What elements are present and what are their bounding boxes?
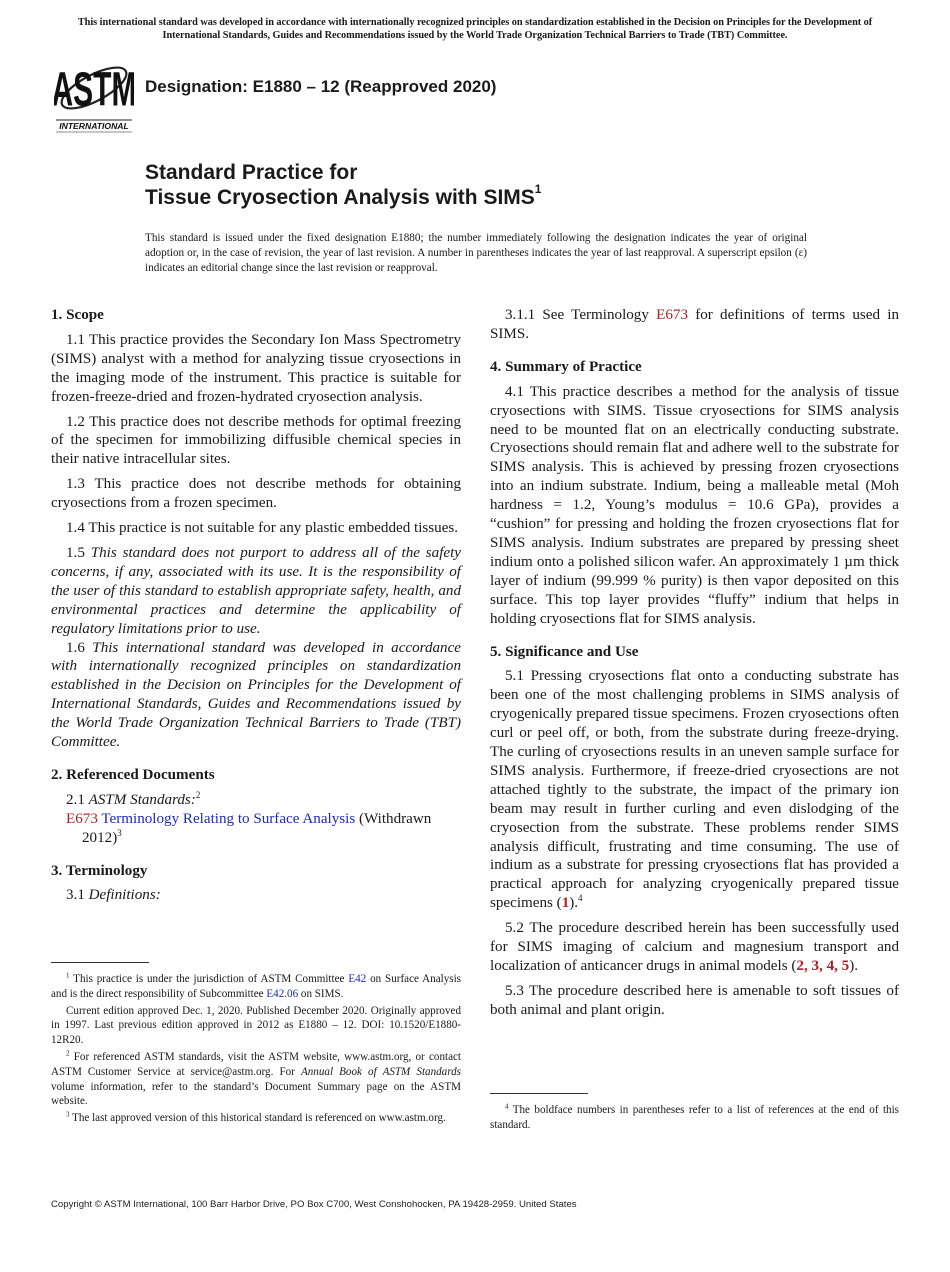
left-column	[51, 306, 461, 911]
paragraph-1-2: 1.2 This practice does not describe methods for optimal freezing of the specimen for immobilizing diffusible chemical species in their native intracellular sites.	[51, 413, 461, 468]
paragraph-3-1-1: 3.1.1 See Terminology E673 for definitions of terms used in SIMS.	[490, 307, 899, 342]
paragraph-2-1: 2.1 ASTM Standards:$^2$	[66, 789, 201, 808]
top-notice: This international standard was developed in accordance with internationally recognized principles on standardization established in the Decision on Principles for the Development of International Standards, Guides and Recommendations issued by the World Trade Organization Technical Barriers to Trade (TBT) Committee.	[77, 17, 873, 41]
right-column	[490, 306, 899, 1026]
section-heading-scope: 1. Scope	[51, 307, 104, 323]
footnote-divider	[490, 1093, 588, 1094]
paragraph-1-4: 1.4 This practice is not suitable for any plastic embedded tissues.	[66, 520, 459, 537]
title-line-1: Standard Practice for	[145, 161, 358, 184]
copyright-footer: Copyright © ASTM International, 100 Barr Harbor Drive, PO Box C700, West Conshohocken, PA 19428-2959. United States	[51, 1199, 577, 1210]
page-title	[145, 160, 541, 210]
link-e673[interactable]: E673	[66, 810, 98, 827]
issued-statement: This standard is issued under the fixed designation E1880; the number immediately following the designation indicates the year of original adoption or, in the case of revision, the year of last revision. A number in parentheses indicates the year of last reapproval. A superscript epsilon (ε) indicates an editorial change since the last revision or reapproval.	[145, 232, 807, 275]
reference-link-2[interactable]: 2	[796, 958, 804, 974]
footnote-mark-2[interactable]: 2	[195, 789, 201, 800]
svg-text:ASTM: ASTM	[54, 63, 134, 117]
paragraph-5-3: 5.3 The procedure described here is amenable to soft tissues of both animal and plant origin.	[490, 982, 899, 1018]
link-e42[interactable]: E42	[348, 973, 367, 985]
footnote-1-edition: Current edition approved Dec. 1, 2020. Published December 2020. Originally approved in 1997. Last previous edition approved in 2012 as E1880 – 12. DOI: 10.1520/E1880-12R20.	[51, 1004, 461, 1047]
paragraph-1-3: 1.3 This practice does not describe methods for obtaining cryosections from a frozen specimen.	[51, 476, 461, 512]
paragraph-1-1: 1.1 This practice provides the Secondary Ion Mass Spectrometry (SIMS) analyst with a method for analyzing tissue cryosections in the imaging mode of the instrument. This practice is suitable for frozen-freeze-dried and frozen-hydrated cryosection analysis.	[51, 331, 461, 405]
svg-text:INTERNATIONAL: INTERNATIONAL	[59, 121, 129, 131]
section-heading-summary: 4. Summary of Practice	[490, 358, 642, 375]
footnote-1: $^1$ This practice is under the jurisdiction of ASTM Committee E42 on Surface Analysis and is the direct responsibility of Subcommittee E42.06 on SIMS.	[51, 971, 461, 1000]
section-heading-significance: 5. Significance and Use	[490, 643, 639, 660]
paragraph-5-2: 5.2 The procedure described herein has been successfully used for SIMS imaging of calcium and magnesium transport and localization of anticancer drugs in animal models (2, 3, 4, 5).	[490, 920, 899, 974]
link-e42-06[interactable]: E42.06	[266, 987, 299, 1000]
reference-e673: E673 Terminology Relating to Surface Analysis (Withdrawn 2012)$^3$	[66, 810, 432, 846]
paragraph-1-6: 1.6 This international standard was developed in accordance with internationally recognized principles on standardization established in the Decision on Principles for the Development of International Standards, Guides and Recommendations issued by the World Trade Organization Technical Barriers to Trade (TBT) Committee.	[51, 639, 462, 751]
link-e673-terminology[interactable]: E673	[656, 307, 688, 323]
paragraph-3-1: 3.1 Definitions:	[66, 887, 161, 904]
designation: Designation: E1880 – 12 (Reapproved 2020)	[145, 77, 497, 96]
section-heading-terminology: 3. Terminology	[51, 862, 148, 879]
footnote-2: $^2$ For referenced ASTM standards, visit the ASTM website, www.astm.org, or contact ASTM Customer Service at service@astm.org. For Annual Book of ASTM Standards volume information, refer to the standard’s Document Summary page on the ASTM website.	[51, 1049, 461, 1108]
reference-link-5[interactable]: 5	[841, 958, 850, 974]
title-line-2: Tissue Cryosection Analysis with SIMS$^1$	[145, 182, 542, 209]
footnotes-left	[51, 962, 461, 1128]
footnote-mark-3[interactable]: 3	[117, 827, 122, 838]
footnote-mark-4[interactable]: 4	[578, 893, 583, 904]
footnotes-right	[490, 1093, 899, 1135]
section-heading-referenced-documents: 2. Referenced Documents	[51, 766, 215, 783]
title-footnote-mark[interactable]: 1	[534, 182, 542, 196]
link-e673-title[interactable]: Terminology Relating to Surface Analysis	[101, 810, 356, 827]
astm-logo-icon	[54, 56, 134, 136]
reference-link-4[interactable]: 4	[826, 958, 835, 974]
paragraph-4-1: 4.1 This practice describes a method for the analysis of tissue cryosections with SIMS. Tissue cryosections for SIMS analysis need to be mounted flat on an electrically conducting substrate. Cryosections should remain flat and adhere well to the substrate for SIMS analysis. This is achieved by pressing frozen cryosections into an indium substrate. Indium, being a malleable metal (Moh hardness = 1.2, Young’s modulus = 10.6 GPa), provides a “cushion” for pressing and holding the frozen cryosections flat for SIMS analysis. Indium substrates are prepared by pressing sheet indium onto a polished silicon wafer. An approximately 1 µm thick layer of indium (99.999 % purity) is then vapor deposited on this surface. This top layer provides “fluffy” indium that helps in holding cryosections flat for SIMS analysis.	[490, 383, 899, 627]
footnote-3: $^3$ The last approved version of this historical standard is referenced on www.astm.org.	[66, 1110, 446, 1125]
reference-link-1[interactable]: 1	[561, 895, 570, 912]
paragraph-5-1: 5.1 Pressing cryosections flat onto a conducting substrate has been one of the most challenging problems in SIMS analysis of cryogenically prepared tissue specimens. Frozen cryosections often curl or peel off, or both, from the substrate during freeze-drying. The curling of cryosections results in an uneven sample surface for SIMS analysis. Furthermore, if freeze-dried cryosections are not attached tightly to the substrate, the impact of the primary ion beam may result in further curling and even dislodging of the cryosection from the substrate. These problems render SIMS analysis difficult, frustrating and time consuming. The use of indium as a substrate for pressing cryosections flat has provided a practical approach for analyzing cryogenically prepared tissue specimens (1).$^4$	[490, 668, 899, 912]
reference-link-3[interactable]: 3	[811, 958, 820, 974]
footnote-divider	[51, 962, 149, 963]
paragraph-1-5: 1.5 This standard does not purport to address all of the safety concerns, if any, associated with its use. It is the responsibility of the user of this standard to establish appropriate safety, health, and environmental practices and determine the applicability of regulatory limitations prior to use.	[51, 544, 462, 637]
footnote-4: $^4$ The boldface numbers in parentheses refer to a list of references at the end of this standard.	[490, 1102, 899, 1131]
